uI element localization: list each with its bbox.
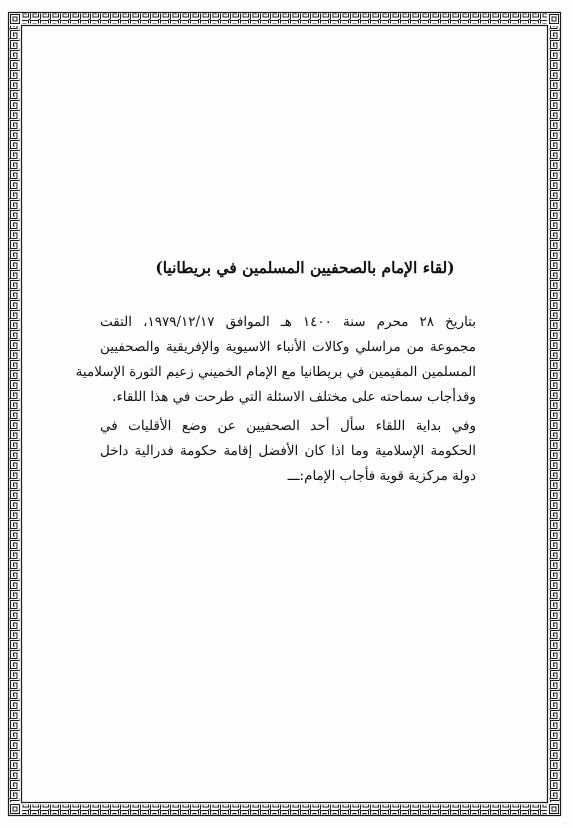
- page-title: (لقاء الإمام بالصحفيين المسلمين في بريطانيا): [155, 258, 455, 277]
- paragraph-question: [100, 414, 476, 489]
- paragraph-intro: [75, 310, 477, 410]
- body-text: [75, 310, 477, 489]
- text-line: مجموعة من مراسلي وكالات الأنباء الاسيوية والإفريقية والصحفيين: [100, 339, 476, 355]
- text-line: المسلمين المقيمين في بريطانيا مع الإمام الخميني زعيم الثورة الإسلامية: [75, 364, 476, 380]
- text-line: الحكومة الإسلامية وما اذا كان الأفضل إقامة حكومة فدرالية داخل: [100, 443, 476, 459]
- text-line: وفي بداية اللقاء سأل أحد الصحفيين عن وضع الأقليات في: [100, 418, 476, 434]
- text-line: بتاريخ ٢٨ محرم سنة ١٤٠٠ هـ الموافق ١٩٧٩/١٢/١٧، التقت: [100, 314, 477, 330]
- text-line: وقدأجاب سماحته على مختلف الاسئلة التي طرحت في هذا اللقاء.: [112, 389, 476, 405]
- text-line: دولة مركزية قوية فأجاب الإمام:ـــ: [287, 468, 476, 484]
